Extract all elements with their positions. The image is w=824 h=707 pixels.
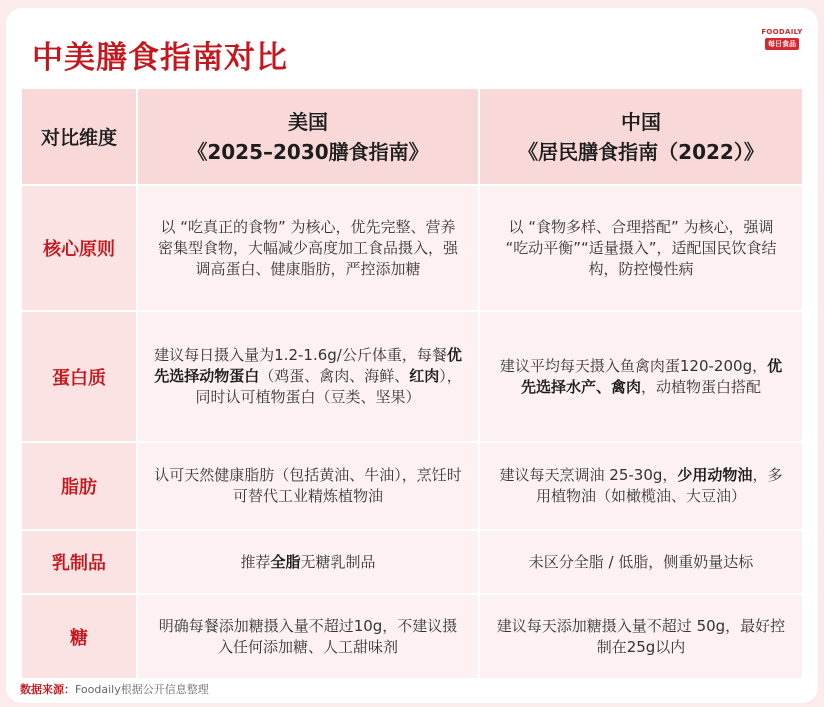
- header-cn-country: 中国: [621, 109, 661, 134]
- row-label: 核心原则: [22, 186, 136, 310]
- row-label: 糖: [22, 595, 136, 678]
- source-label: 数据来源：: [20, 683, 75, 696]
- cell-text: ，多用植物油（如橄榄油、大豆油）: [535, 466, 783, 505]
- cn-cell: [480, 531, 802, 593]
- table-row: [22, 531, 802, 593]
- cell-text: 无糖乳制品: [300, 552, 376, 571]
- cell-text: 明确每餐添加糖摄入量不超过10g，不建议摄入任何添加糖、人工甜味剂: [158, 616, 458, 656]
- cell-text: 以 “食物多样、合理搭配” 为核心，强调 “吃动平衡”“适量摄入”，适配国民饮食结构，防控慢性病: [505, 217, 777, 278]
- cn-cell: [480, 312, 802, 441]
- table-header-row: [22, 89, 802, 184]
- us-cell: [138, 595, 478, 678]
- us-cell: [138, 186, 478, 310]
- row-label: 乳制品: [22, 531, 136, 593]
- cell-text: ），同时认可植物蛋白（豆类、坚果）: [195, 367, 462, 406]
- table-row: [22, 443, 802, 529]
- row-label: 脂肪: [22, 443, 136, 529]
- logo-wordmark: FOODAILY: [761, 28, 803, 36]
- page-title: 中美膳食指南对比: [32, 40, 288, 76]
- header-us: [138, 89, 478, 184]
- foodaily-logo: [760, 23, 804, 55]
- source-text: Foodaily根据公开信息整理: [75, 683, 209, 696]
- cell-text: 认可天然健康脂肪（包括黄油、牛油），烹饪时可替代工业精炼植物油: [154, 466, 462, 505]
- cell-text: （鸡蛋、禽肉、海鲜、: [259, 367, 410, 385]
- cn-cell: [480, 443, 802, 529]
- cell-text: 建议每天烹调油 25-30g，: [499, 466, 678, 484]
- cell-text: 建议每日摄入量为1.2-1.6g/公斤体重，每餐: [154, 346, 447, 364]
- comparison-table: [20, 87, 804, 680]
- data-source-note: [20, 681, 209, 697]
- logo-subtext: 每日食品: [765, 38, 799, 50]
- us-cell: [138, 312, 478, 441]
- cn-cell: [480, 595, 802, 678]
- emphasis-text: 优先选择水产、禽肉: [520, 356, 783, 396]
- emphasis-text: 少用动物油: [677, 466, 753, 484]
- row-label: 蛋白质: [22, 312, 136, 441]
- emphasis-text: 优先选择动物蛋白: [154, 346, 462, 385]
- header-cn: [480, 89, 802, 184]
- header-dimension: 对比维度: [22, 89, 136, 184]
- emphasis-text: 红肉: [409, 367, 440, 385]
- us-cell: [138, 531, 478, 593]
- cn-cell: [480, 186, 802, 310]
- table-row: [22, 595, 802, 678]
- header-us-country: 美国: [288, 109, 328, 134]
- us-cell: [138, 443, 478, 529]
- header-cn-guide: 《居民膳食指南（2022）》: [518, 139, 764, 164]
- cell-text: 建议平均每天摄入鱼禽肉蛋120-200g，: [499, 356, 768, 375]
- cell-text: 以 “吃真正的食物” 为核心，优先完整、营养密集型食物，大幅减少高度加工食品摄入，强调高蛋白、健康脂肪，严控添加糖: [157, 217, 458, 278]
- header-us-guide: 《2025–2030膳食指南》: [187, 139, 429, 164]
- table-row: [22, 312, 802, 441]
- cell-text: 建议每天添加糖摄入量不超过 50g，最好控制在25g以内: [496, 616, 786, 656]
- emphasis-text: 全脂: [270, 552, 301, 571]
- cell-text: 未区分全脂 / 低脂，侧重奶量达标: [528, 552, 754, 571]
- cell-text: 推荐: [240, 552, 271, 571]
- cell-text: ，动植物蛋白搭配: [641, 377, 762, 396]
- table-row: [22, 186, 802, 310]
